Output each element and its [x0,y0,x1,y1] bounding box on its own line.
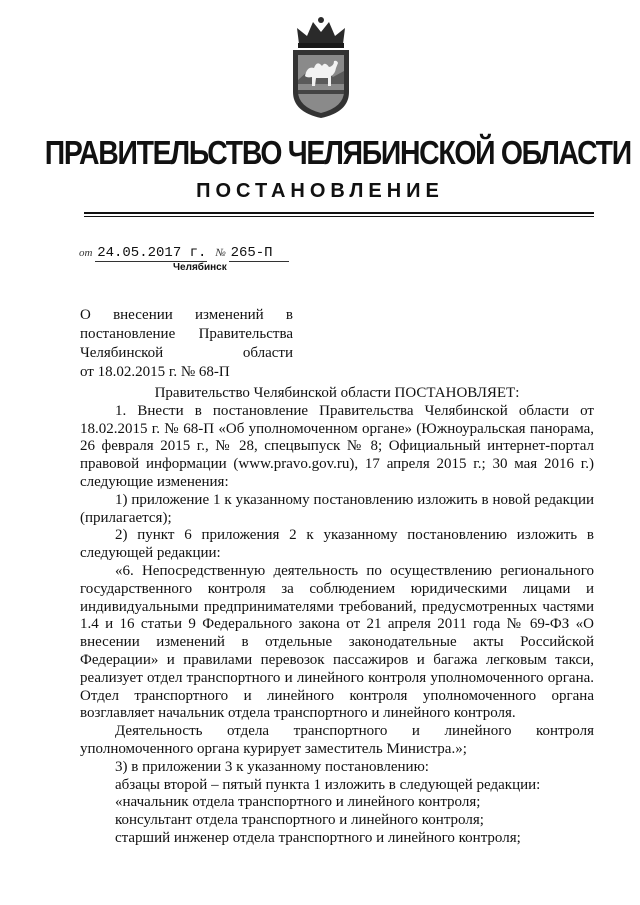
header-rule-thin [84,216,594,217]
body-paragraph: 1) приложение 1 к указанному постановлению изложить в новой редакции (прилагается); [80,491,594,526]
chelyabinsk-coat-of-arms-icon [287,14,355,120]
header-rule-thick [84,212,594,214]
body-paragraph: консультант отдела транспортного и линейного контроля; [115,812,484,829]
body-paragraph: старший инженер отдела транспортного и линейного контроля; [115,829,521,846]
subject-line: от 18.02.2015 г. № 68-П [80,364,230,380]
body-paragraph: 3) в приложении 3 к указанному постановлению: [115,758,429,775]
document-date: 24.05.2017 г. [97,245,207,261]
document-body [80,385,594,848]
city-name: Челябинск [173,262,227,273]
government-title: ПРАВИТЕЛЬСТВО ЧЕЛЯБИНСКОЙ ОБЛАСТИ [44,134,631,171]
number-label: № [215,247,226,259]
body-paragraph: 1. Внести в постановление Правительства Челябинской области от 18.02.2015 г. № 68-П «Об уполномоченном органе» (Южноуральская панорама, 26 февраля 2015 г., № 28, спецвыпуск № 8; Официальный интернет-портал правовой информации (www.pravo.gov.ru), 17 апреля 2015 г.; 30 мая 2016 г.) следующие изменения: [80,402,594,490]
subject-line: постановление Правительства [80,326,293,342]
subject-line: О внесении изменений в [80,307,293,323]
body-paragraph: «6. Непосредственную деятельность по осуществлению регионального государственного контроля за соблюдением юридическими лицами и индивидуальными предпринимателями требований, предусмотренных частями 1.4 и 16 статьи 9 Федерального закона от 21 апреля 2011 года № 69-ФЗ «О внесении изменений в отдельные законодательные акты Российской Федерации» и правилами перевозок пассажиров и багажа легковым такси, реализует отдел транспортного и линейного контроля уполномоченного органа. Отдел транспортного и линейного контроля уполномоченного органа возглавляет начальник отдела транспортного и линейного контроля. [80,562,594,722]
body-paragraph: Деятельность отдела транспортного и линейного контроля уполномоченного органа курирует заместитель Министра.»; [80,723,594,757]
document-type: ПОСТАНОВЛЕНИЕ [196,180,444,202]
document-subject [80,306,293,382]
preamble: Правительство Челябинской области ПОСТАНОВЛЯЕТ: [154,385,520,401]
body-paragraph: «начальник отдела транспортного и линейного контроля; [115,794,481,811]
body-paragraph: абзацы второй – пятый пункта 1 изложить в следующей редакции: [115,776,541,793]
subject-line: Челябинской области [80,345,293,361]
document-number: 265-П [229,245,289,262]
body-paragraph: 2) пункт 6 приложения 2 к указанному постановлению изложить в следующей редакции: [80,527,594,562]
date-label: от [79,247,93,259]
